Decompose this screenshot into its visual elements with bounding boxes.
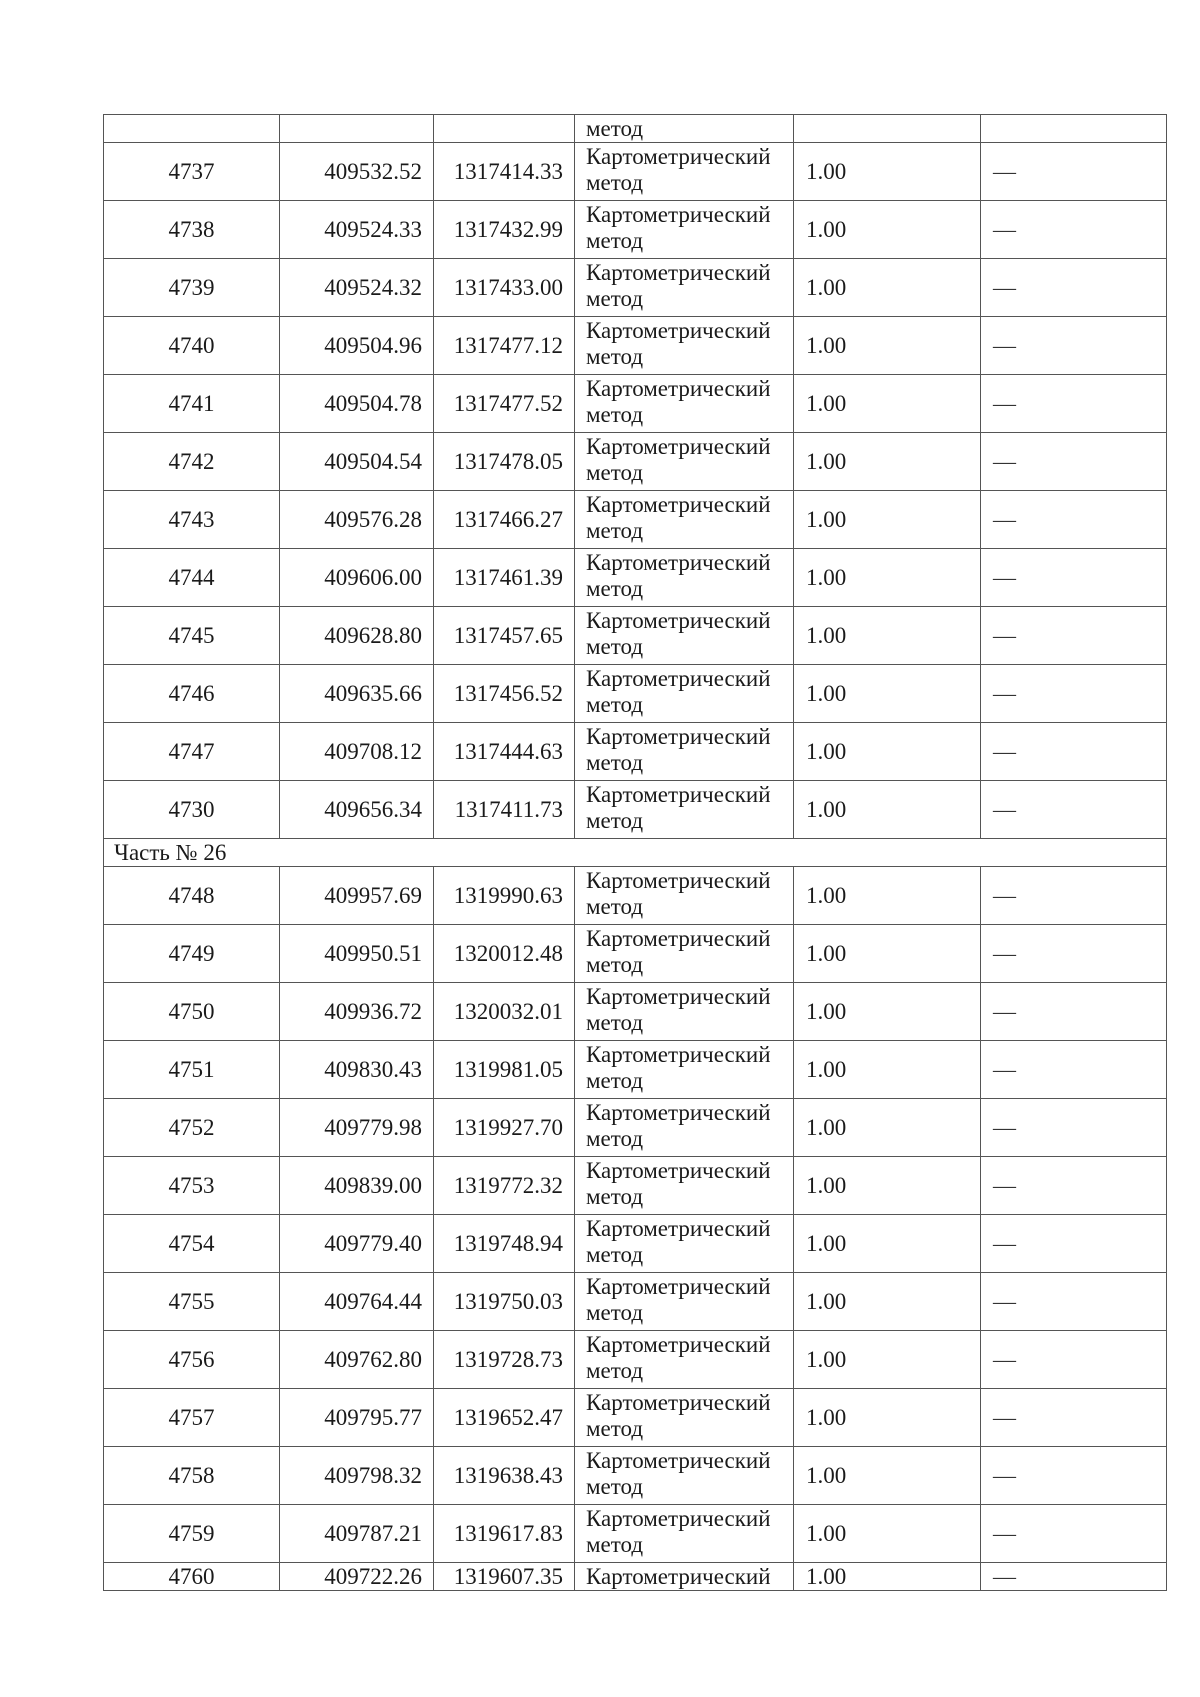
cell-x-coordinate: 409795.77 <box>280 1389 434 1447</box>
cell-accuracy: 1.00 <box>794 143 981 201</box>
cell-x-coordinate: 409576.28 <box>280 491 434 549</box>
cell-accuracy: 1.00 <box>794 925 981 983</box>
cell-accuracy: 1.00 <box>794 1041 981 1099</box>
table-row <box>104 433 1167 491</box>
cell-method <box>575 983 794 1041</box>
cell-note: — <box>981 723 1167 781</box>
method-line-2: метод <box>586 808 644 833</box>
cell-x-coordinate: 409656.34 <box>280 781 434 839</box>
cell-note: — <box>981 867 1167 925</box>
cell-accuracy: 1.00 <box>794 1215 981 1273</box>
table-row <box>104 1041 1167 1099</box>
cell-accuracy: 1.00 <box>794 549 981 607</box>
cell-point-number: 4748 <box>104 867 280 925</box>
table-row <box>104 143 1167 201</box>
table-row <box>104 491 1167 549</box>
cell-x-coordinate: 409524.33 <box>280 201 434 259</box>
cell-note: — <box>981 1563 1167 1591</box>
cell-y-coordinate: 1320032.01 <box>434 983 575 1041</box>
cell-y-coordinate: 1317457.65 <box>434 607 575 665</box>
cell-x-coordinate: 409764.44 <box>280 1273 434 1331</box>
cell-method <box>575 1041 794 1099</box>
cell-x-coordinate: 409798.32 <box>280 1447 434 1505</box>
method-line-2: метод <box>586 894 644 919</box>
cell-method <box>575 723 794 781</box>
cell-point-number: 4742 <box>104 433 280 491</box>
cell-note: — <box>981 201 1167 259</box>
cell-accuracy: 1.00 <box>794 1099 981 1157</box>
cell-y-coordinate: 1319652.47 <box>434 1389 575 1447</box>
method-line-1: Картометрический <box>586 1390 771 1415</box>
cell-point-number: 4730 <box>104 781 280 839</box>
cell-y-coordinate: 1317477.52 <box>434 375 575 433</box>
cell-accuracy: 1.00 <box>794 607 981 665</box>
table-row <box>104 317 1167 375</box>
method-line-1: Картометрический <box>586 1332 771 1357</box>
cell-point-number: 4740 <box>104 317 280 375</box>
method-line-2: метод <box>586 1532 644 1557</box>
cell-accuracy: 1.00 <box>794 723 981 781</box>
cell-method <box>575 375 794 433</box>
cell-method <box>575 1389 794 1447</box>
cell-y-coordinate: 1317466.27 <box>434 491 575 549</box>
method-line-1: Картометрический <box>586 1042 771 1067</box>
cell-accuracy: 1.00 <box>794 983 981 1041</box>
cell-y-coordinate: 1319750.03 <box>434 1273 575 1331</box>
cell-note: — <box>981 665 1167 723</box>
cell-x-coordinate: 409787.21 <box>280 1505 434 1563</box>
cell-y-coordinate: 1317414.33 <box>434 143 575 201</box>
method-line-2: метод <box>586 1474 644 1499</box>
cell-accuracy: 1.00 <box>794 1447 981 1505</box>
cell-x-coordinate: 409504.78 <box>280 375 434 433</box>
method-line-1: Картометрический <box>586 202 771 227</box>
cell-y-coordinate: 1319772.32 <box>434 1157 575 1215</box>
cell-point-number: 4760 <box>104 1563 280 1591</box>
cell-x-coordinate: 409504.96 <box>280 317 434 375</box>
cell-x-coordinate: 409779.40 <box>280 1215 434 1273</box>
cell-point-number: 4739 <box>104 259 280 317</box>
cell-point-number: 4743 <box>104 491 280 549</box>
cell-note: — <box>981 375 1167 433</box>
cell-method <box>575 1505 794 1563</box>
cell-point-number: 4751 <box>104 1041 280 1099</box>
cell-method <box>575 491 794 549</box>
cell-note: — <box>981 491 1167 549</box>
table-row <box>104 665 1167 723</box>
cell-point-number: 4746 <box>104 665 280 723</box>
cell-method <box>575 143 794 201</box>
cell-method <box>575 1331 794 1389</box>
cell-note: — <box>981 1041 1167 1099</box>
cell-note: — <box>981 143 1167 201</box>
method-line-2: метод <box>586 1126 644 1151</box>
method-line-1: Картометрический <box>586 1274 771 1299</box>
section-header-row <box>104 839 1167 867</box>
cell-x-coordinate: 409839.00 <box>280 1157 434 1215</box>
method-line-2: метод <box>586 1358 644 1383</box>
cell-point-number: 4749 <box>104 925 280 983</box>
cell-method <box>575 1273 794 1331</box>
table-row <box>104 1157 1167 1215</box>
coordinates-table <box>103 114 1167 1591</box>
cell-accuracy: 1.00 <box>794 1505 981 1563</box>
cell-method <box>575 1563 794 1591</box>
method-line-1: Картометрический <box>586 782 771 807</box>
method-line-1: Картометрический <box>586 868 771 893</box>
cell-accuracy: 1.00 <box>794 665 981 723</box>
cell-x-coordinate: 409722.26 <box>280 1563 434 1591</box>
cell-note: — <box>981 317 1167 375</box>
cell-y-coordinate: 1317477.12 <box>434 317 575 375</box>
cell-accuracy: 1.00 <box>794 867 981 925</box>
cell-x-coordinate: 409957.69 <box>280 867 434 925</box>
method-line-1: Картометрический <box>586 144 771 169</box>
cell-note: — <box>981 781 1167 839</box>
cell-method <box>575 665 794 723</box>
cell-point-number: 4750 <box>104 983 280 1041</box>
method-line-2: метод <box>586 1416 644 1441</box>
table-row <box>104 1505 1167 1563</box>
table-row <box>104 1331 1167 1389</box>
cell-y-coordinate: 1319638.43 <box>434 1447 575 1505</box>
cell-x-coordinate: 409635.66 <box>280 665 434 723</box>
method-line-1: Картометрический <box>586 260 771 285</box>
table-row <box>104 1215 1167 1273</box>
method-line-2: метод <box>586 286 644 311</box>
method-line-2: метод <box>586 1300 644 1325</box>
method-line-2: метод <box>586 228 644 253</box>
table-row <box>104 259 1167 317</box>
cell-method <box>575 433 794 491</box>
method-line-2: метод <box>586 576 644 601</box>
table-body <box>104 115 1167 1591</box>
cell-x-coordinate: 409524.32 <box>280 259 434 317</box>
cell-accuracy: 1.00 <box>794 201 981 259</box>
cell-y-coordinate: 1319728.73 <box>434 1331 575 1389</box>
table-row <box>104 201 1167 259</box>
method-line-2: метод <box>586 1068 644 1093</box>
cell-accuracy: 1.00 <box>794 375 981 433</box>
cell-y-coordinate: 1319607.35 <box>434 1563 575 1591</box>
cell-method <box>575 925 794 983</box>
cell-method <box>575 1447 794 1505</box>
method-line-1: Картометрический <box>586 984 771 1009</box>
cell-method <box>575 607 794 665</box>
cell-note <box>981 115 1167 143</box>
table-row <box>104 1389 1167 1447</box>
cell-note: — <box>981 1099 1167 1157</box>
cell-accuracy: 1.00 <box>794 317 981 375</box>
method-line-1: Картометрический <box>586 1448 771 1473</box>
cell-note: — <box>981 259 1167 317</box>
cell-point-number: 4759 <box>104 1505 280 1563</box>
method-line-2: метод <box>586 692 644 717</box>
cell-point-number: 4755 <box>104 1273 280 1331</box>
cell-note: — <box>981 549 1167 607</box>
method-line-1: Картометрический <box>586 1563 771 1589</box>
cell-y-coordinate: 1319981.05 <box>434 1041 575 1099</box>
cell-method <box>575 781 794 839</box>
cell-point-number: 4753 <box>104 1157 280 1215</box>
method-line-1: Картометрический <box>586 724 771 749</box>
table-row <box>104 549 1167 607</box>
cell-note: — <box>981 1447 1167 1505</box>
cell-x-coordinate: 409936.72 <box>280 983 434 1041</box>
cell-y-coordinate: 1319748.94 <box>434 1215 575 1273</box>
method-line-1: Картометрический <box>586 608 771 633</box>
cell-y-coordinate: 1317456.52 <box>434 665 575 723</box>
method-line-2: метод <box>586 344 644 369</box>
cell-accuracy: 1.00 <box>794 1273 981 1331</box>
cell-point-number: 4744 <box>104 549 280 607</box>
cell-note: — <box>981 433 1167 491</box>
cell-point-number: 4741 <box>104 375 280 433</box>
cell-x-coordinate: 409762.80 <box>280 1331 434 1389</box>
cell-point-number: 4745 <box>104 607 280 665</box>
cell-method <box>575 1099 794 1157</box>
table-row-continuation <box>104 115 1167 143</box>
cell-y-coordinate: 1319617.83 <box>434 1505 575 1563</box>
cell-accuracy: 1.00 <box>794 781 981 839</box>
table-row <box>104 1273 1167 1331</box>
cell-point-number: 4758 <box>104 1447 280 1505</box>
cell-point-number: 4754 <box>104 1215 280 1273</box>
method-line-2: метод <box>586 518 644 543</box>
cell-accuracy: 1.00 <box>794 433 981 491</box>
cell-method <box>575 1215 794 1273</box>
cell-y-coordinate <box>434 115 575 143</box>
cell-point-number: 4737 <box>104 143 280 201</box>
cell-accuracy: 1.00 <box>794 491 981 549</box>
cell-method <box>575 259 794 317</box>
cell-point-number: 4752 <box>104 1099 280 1157</box>
method-line-1: Картометрический <box>586 1100 771 1125</box>
cell-x-coordinate: 409606.00 <box>280 549 434 607</box>
method-line-2: метод <box>586 634 644 659</box>
cell-y-coordinate: 1317411.73 <box>434 781 575 839</box>
cell-accuracy <box>794 115 981 143</box>
cell-note: — <box>981 1505 1167 1563</box>
table-row <box>104 375 1167 433</box>
method-line-1: Картометрический <box>586 1158 771 1183</box>
method-line-1: Картометрический <box>586 1506 771 1531</box>
method-line-1: Картометрический <box>586 492 771 517</box>
cell-method <box>575 1157 794 1215</box>
table-row <box>104 1099 1167 1157</box>
cell-x-coordinate: 409779.98 <box>280 1099 434 1157</box>
cell-y-coordinate: 1317432.99 <box>434 201 575 259</box>
cell-y-coordinate: 1317444.63 <box>434 723 575 781</box>
method-line-1: Картометрический <box>586 926 771 951</box>
method-line-1: Картометрический <box>586 434 771 459</box>
table-row <box>104 607 1167 665</box>
cell-point-number: 4757 <box>104 1389 280 1447</box>
table-row <box>104 925 1167 983</box>
cell-method <box>575 317 794 375</box>
cell-note: — <box>981 1273 1167 1331</box>
cell-accuracy: 1.00 <box>794 1389 981 1447</box>
method-line-1: Картометрический <box>586 376 771 401</box>
cell-note: — <box>981 1331 1167 1389</box>
cell-note: — <box>981 607 1167 665</box>
cell-note: — <box>981 925 1167 983</box>
cell-accuracy: 1.00 <box>794 259 981 317</box>
table-row <box>104 1563 1167 1591</box>
cell-method: метод <box>575 115 794 143</box>
cell-x-coordinate: 409950.51 <box>280 925 434 983</box>
cell-note: — <box>981 983 1167 1041</box>
section-title: Часть № 26 <box>104 839 1167 867</box>
table-row <box>104 723 1167 781</box>
cell-method <box>575 867 794 925</box>
cell-point-number: 4738 <box>104 201 280 259</box>
cell-y-coordinate: 1320012.48 <box>434 925 575 983</box>
cell-point-number: 4747 <box>104 723 280 781</box>
cell-note: — <box>981 1389 1167 1447</box>
cell-x-coordinate: 409504.54 <box>280 433 434 491</box>
cell-y-coordinate: 1319990.63 <box>434 867 575 925</box>
cell-method <box>575 549 794 607</box>
cell-x-coordinate: 409830.43 <box>280 1041 434 1099</box>
method-line-2: метод <box>586 460 644 485</box>
table-row <box>104 867 1167 925</box>
table-row <box>104 1447 1167 1505</box>
cell-point-number: 4756 <box>104 1331 280 1389</box>
cell-y-coordinate: 1319927.70 <box>434 1099 575 1157</box>
method-line-2: метод <box>586 1242 644 1267</box>
cell-y-coordinate: 1317478.05 <box>434 433 575 491</box>
cell-point-number <box>104 115 280 143</box>
cell-note: — <box>981 1215 1167 1273</box>
cell-note: — <box>981 1157 1167 1215</box>
table-row <box>104 781 1167 839</box>
method-line-2: метод <box>586 402 644 427</box>
method-line-1: Картометрический <box>586 666 771 691</box>
method-line-2: метод <box>586 1184 644 1209</box>
method-line-2: метод <box>586 750 644 775</box>
cell-method <box>575 201 794 259</box>
method-line-1: Картометрический <box>586 550 771 575</box>
cell-accuracy: 1.00 <box>794 1157 981 1215</box>
cell-y-coordinate: 1317461.39 <box>434 549 575 607</box>
method-line-2: метод <box>586 1010 644 1035</box>
cell-y-coordinate: 1317433.00 <box>434 259 575 317</box>
cell-accuracy: 1.00 <box>794 1563 981 1591</box>
method-line-1: Картометрический <box>586 1216 771 1241</box>
method-line-2: метод <box>586 170 644 195</box>
cell-x-coordinate <box>280 115 434 143</box>
cell-x-coordinate: 409708.12 <box>280 723 434 781</box>
cell-accuracy: 1.00 <box>794 1331 981 1389</box>
method-line-1: Картометрический <box>586 318 771 343</box>
cell-x-coordinate: 409532.52 <box>280 143 434 201</box>
cell-x-coordinate: 409628.80 <box>280 607 434 665</box>
table-row <box>104 983 1167 1041</box>
method-line-2: метод <box>586 952 644 977</box>
